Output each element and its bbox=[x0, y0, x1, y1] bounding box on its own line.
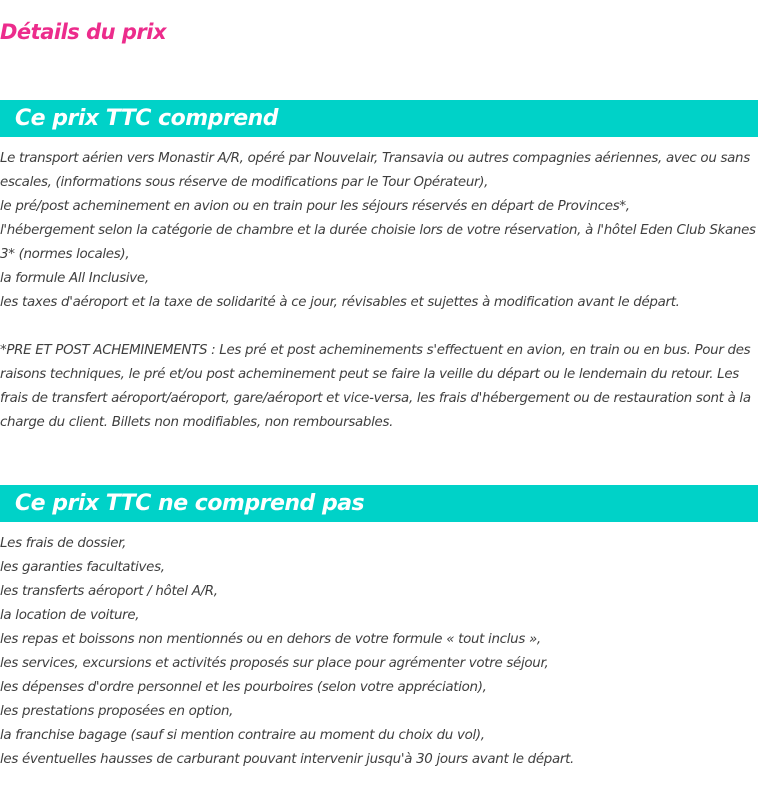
not-included-list bbox=[0, 532, 758, 772]
not-included-item: les garanties facultatives, bbox=[0, 560, 165, 575]
included-list bbox=[0, 147, 758, 315]
included-section-heading: Ce prix TTC comprend bbox=[0, 100, 758, 137]
not-included-item: les éventuelles hausses de carburant pouvant intervenir jusqu'à 30 jours avant le départ. bbox=[0, 752, 575, 767]
included-item: l'hébergement selon la catégorie de chambre et la durée choisie lors de votre réservation, à l'hôtel Eden Club Skanes 3* (normes locales), bbox=[0, 223, 756, 262]
not-included-item: les dépenses d'ordre personnel et les pourboires (selon votre appréciation), bbox=[0, 680, 487, 695]
not-included-section-heading: Ce prix TTC ne comprend pas bbox=[0, 485, 758, 522]
page-title: Détails du prix bbox=[0, 20, 167, 44]
not-included-item: les transferts aéroport / hôtel A/R, bbox=[0, 584, 218, 599]
not-included-item: la location de voiture, bbox=[0, 608, 140, 623]
included-item: le pré/post acheminement en avion ou en train pour les séjours réservés en départ de Provinces*, bbox=[0, 199, 630, 214]
included-item: la formule All Inclusive, bbox=[0, 271, 149, 286]
not-included-item: les services, excursions et activités proposés sur place pour agrémenter votre séjour, bbox=[0, 656, 549, 671]
not-included-item: la franchise bagage (sauf si mention contraire au moment du choix du vol), bbox=[0, 728, 485, 743]
pre-post-routing-note: *PRE ET POST ACHEMINEMENTS : Les pré et post acheminements s'effectuent en avion, en train ou en bus. Pour des raisons techniques, le pré et/ou post acheminement peut se faire la veille du départ ou le lendemain du retour. Les frais de transfert aéroport/aéroport, gare/aéroport et vice-versa, les frais d'hébergement ou de restauration sont à la charge du client. Billets non modifiables, non remboursables. bbox=[0, 343, 751, 430]
not-included-item: Les frais de dossier, bbox=[0, 536, 127, 551]
not-included-item: les prestations proposées en option, bbox=[0, 704, 234, 719]
included-item: Le transport aérien vers Monastir A/R, opéré par Nouvelair, Transavia ou autres compagnies aériennes, avec ou sans escales, (informations sous réserve de modifications par le Tour Opérateur), bbox=[0, 151, 750, 190]
included-item: les taxes d'aéroport et la taxe de solidarité à ce jour, révisables et sujettes à modification avant le départ. bbox=[0, 295, 680, 310]
not-included-item: les repas et boissons non mentionnés ou en dehors de votre formule « tout inclus », bbox=[0, 632, 541, 647]
